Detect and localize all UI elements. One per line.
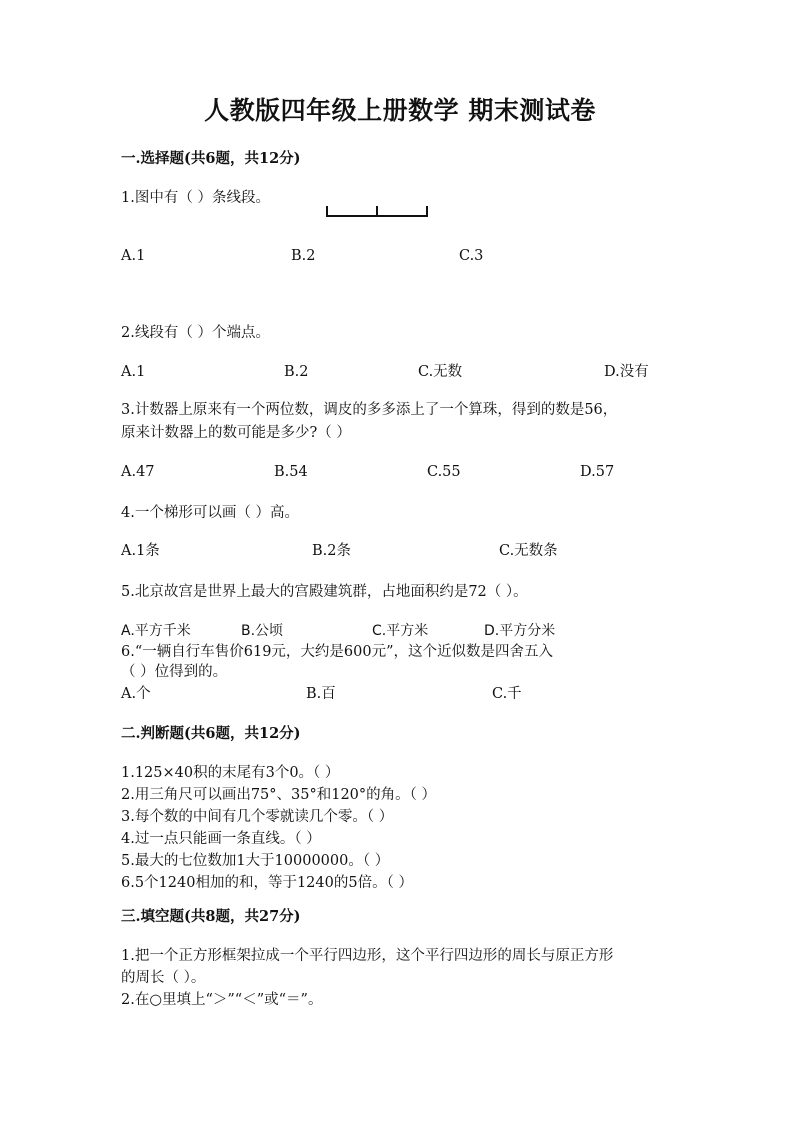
- section-heading-fill-blank: 三.填空题(共8题，共27分): [121, 908, 301, 925]
- judgement-item-6: 6.5个1240相加的和，等于1240的5倍。（ ）: [121, 875, 413, 891]
- q3-option-c[interactable]: C.55: [427, 464, 461, 480]
- q6-option-b[interactable]: B.百: [306, 686, 336, 702]
- q6-option-a[interactable]: A.个: [121, 686, 151, 702]
- question-4-text: 4.一个梯形可以画（ ）高。: [121, 505, 299, 521]
- q4-option-b[interactable]: B.2条: [312, 543, 351, 559]
- q5-option-c[interactable]: C.平方米: [372, 623, 429, 639]
- judgement-item-5: 5.最大的七位数加1大于10000000。（ ）: [121, 853, 390, 869]
- question-6-line1: 6.“一辆自行车售价619元，大约是600元”，这个近似数是四舍五入: [121, 644, 554, 660]
- q1-option-a[interactable]: A.1: [121, 248, 146, 264]
- q2-option-c[interactable]: C.无数: [418, 364, 463, 380]
- q3-option-b[interactable]: B.54: [274, 464, 308, 480]
- q4-option-a[interactable]: A.1条: [121, 543, 160, 559]
- q5-option-d[interactable]: D.平方分米: [484, 623, 556, 639]
- q1-option-c[interactable]: C.3: [459, 248, 484, 264]
- section-heading-judgement: 二.判断题(共6题，共12分): [121, 725, 301, 742]
- q2-option-d[interactable]: D.没有: [604, 364, 649, 380]
- q6-option-c[interactable]: C.千: [492, 686, 522, 702]
- question-5-text: 5.北京故宫是世界上最大的宫殿建筑群，占地面积约是72（ ）。: [121, 584, 528, 600]
- q1-option-b[interactable]: B.2: [291, 248, 316, 264]
- q4-option-c[interactable]: C.无数条: [499, 543, 558, 559]
- fill-question-1-line1: 1.把一个正方形框架拉成一个平行四边形，这个平行四边形的周长与原正方形: [121, 948, 614, 964]
- question-3-line1: 3.计数器上原来有一个两位数，调皮的多多添上了一个算珠，得到的数是56，: [121, 402, 618, 418]
- judgement-item-3: 3.每个数的中间有几个零就读几个零。（ ）: [121, 809, 394, 825]
- question-6-line2: （ ）位得到的。: [121, 664, 228, 680]
- fill-question-1-line2: 的周长（ ）。: [121, 970, 206, 986]
- q2-option-a[interactable]: A.1: [121, 364, 146, 380]
- q5-option-b[interactable]: B.公顷: [241, 623, 284, 639]
- fill-question-2-text: 2.在○里填上“＞”“＜”或“＝”。: [121, 992, 323, 1008]
- section-heading-choice: 一.选择题(共6题，共12分): [121, 150, 301, 167]
- judgement-item-2: 2.用三角尺可以画出75°、35°和120°的角。（ ）: [121, 787, 437, 803]
- page-title: 人教版四年级上册数学 期末测试卷: [204, 96, 596, 125]
- question-2-text: 2.线段有（ ）个端点。: [121, 325, 270, 341]
- line-segment-figure: [325, 202, 429, 218]
- q5-option-a[interactable]: A.平方千米: [121, 623, 191, 639]
- q3-option-a[interactable]: A.47: [121, 464, 155, 480]
- q2-option-b[interactable]: B.2: [284, 364, 309, 380]
- question-3-line2: 原来计数器上的数可能是多少?（ ）: [121, 425, 351, 441]
- judgement-item-1: 1.125×40积的末尾有3个0。（ ）: [121, 765, 340, 781]
- q3-option-d[interactable]: D.57: [580, 464, 615, 480]
- judgement-item-4: 4.过一点只能画一条直线。（ ）: [121, 831, 321, 847]
- question-1-text: 1.图中有（ ）条线段。: [121, 190, 270, 206]
